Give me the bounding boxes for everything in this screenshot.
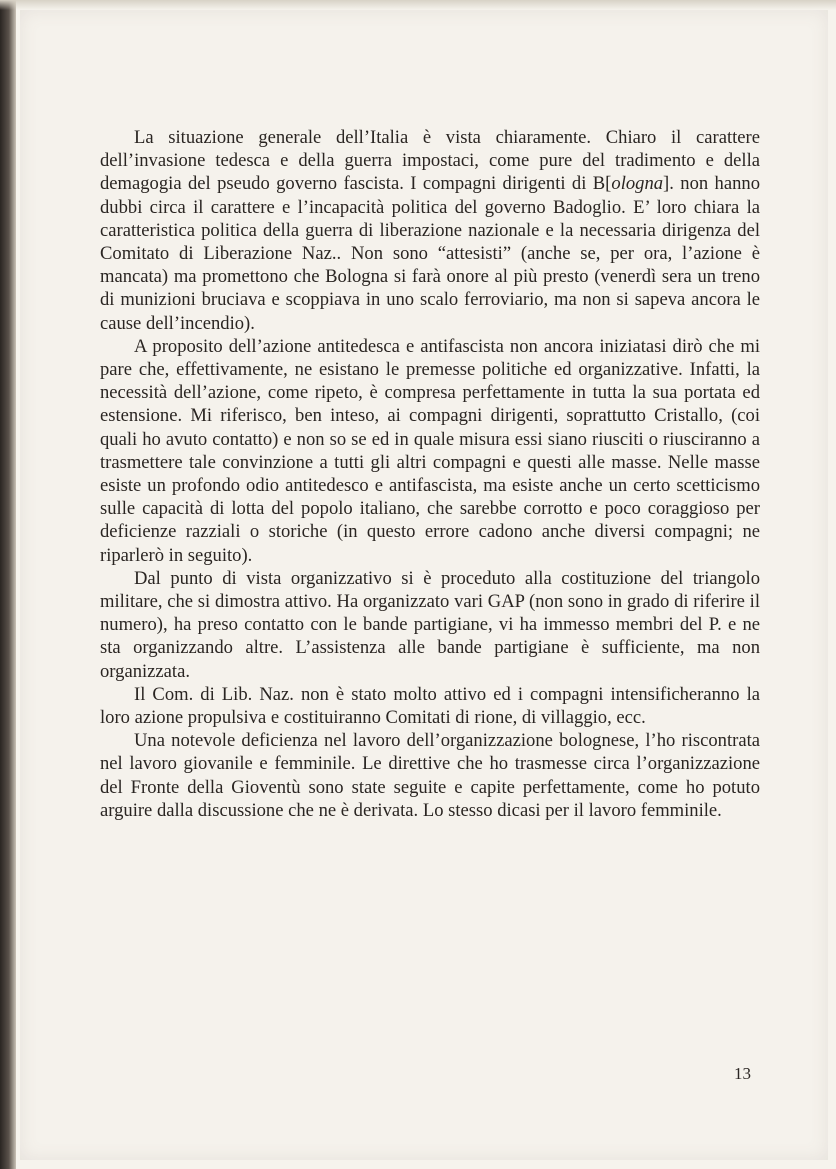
book-binding-shadow	[0, 0, 16, 1169]
italic-expansion: ologna	[611, 173, 664, 195]
paragraph-1: La situazione generale dell’Italia è vista chiaramente. Chiaro il carattere dell’invasione tedesca e della guerra impostaci, come pure del tradimento e della demagogia del pseudo governo fascista. I compagni dirigenti di B[ologna]. non hanno dubbi circa il carattere e l’incapacità politica del governo Badoglio. E’ loro chiara la caratteristica politica della guerra di liberazione nazionale e la necessaria dirigenza del Comitato di Liberazione Naz.. Non sono “attesisti” (anche se, per ora, l’azione è mancata) ma promettono che Bologna si farà onore al più presto (venerdì sera un treno di munizioni bruciava e scoppiava in uno scalo ferroviario, ma non si sapeva ancora le cause dell’incendio).	[100, 127, 760, 334]
paragraph-4: Il Com. di Lib. Naz. non è stato molto attivo ed i compagni intensificheranno la loro azione propulsiva e costituiranno Comitati di rione, di villaggio, ecc.	[100, 683, 760, 729]
paragraph-5: Una notevole deficienza nel lavoro dell’organizzazione bolognese, l’ho riscontrata nel lavoro giovanile e femminile. Le direttive che ho trasmesse circa l’organizzazione del Fronte della Gioventù sono state seguite e capite perfettamente, come ho potuto arguire dalla discussione che ne è derivata. Lo stesso dicasi per il lavoro femminile.	[100, 730, 760, 821]
paragraph-2: A proposito dell’azione antitedesca e antifascista non ancora iniziatasi dirò che mi pare che, effettivamente, ne esistano le premesse politiche ed organizzative. Infatti, la necessità dell’azione, come ripeto, è compresa perfettamente in tutta la sua portata ed estensione. Mi riferisco, ben inteso, ai compagni dirigenti, soprattutto Cristallo, (coi quali ho avuto contatto) e non so se ed in quale misura essi siano riusciti o riusciranno a trasmettere tale convinzione a tutti gli altri compagni e questi alle masse. Nelle masse esiste un profondo odio antitedesco e antifascista, ma esiste anche un certo scetticismo sulle capacità di lotta del popolo italiano, che sarebbe corrotto e poco coraggioso per deficienze razziali o storiche (in questo errore cadono anche diversi compagni; ne riparlerò in seguito).	[100, 335, 760, 566]
page-number: 13	[734, 1064, 751, 1083]
paragraph-3: Dal punto di vista organizzativo si è proceduto alla costituzione del triangolo militare, che si dimostra attivo. Ha organizzato vari GAP (non sono in grado di riferire il numero), ha preso contatto con le bande partigiane, vi ha immesso membri del P. e ne sta organizzando altre. L’assistenza alle bande partigiane è sufficiente, ma non organizzata.	[100, 567, 760, 682]
body-text	[100, 126, 760, 822]
page-top-edge	[0, 0, 836, 10]
book-page	[20, 10, 828, 1160]
